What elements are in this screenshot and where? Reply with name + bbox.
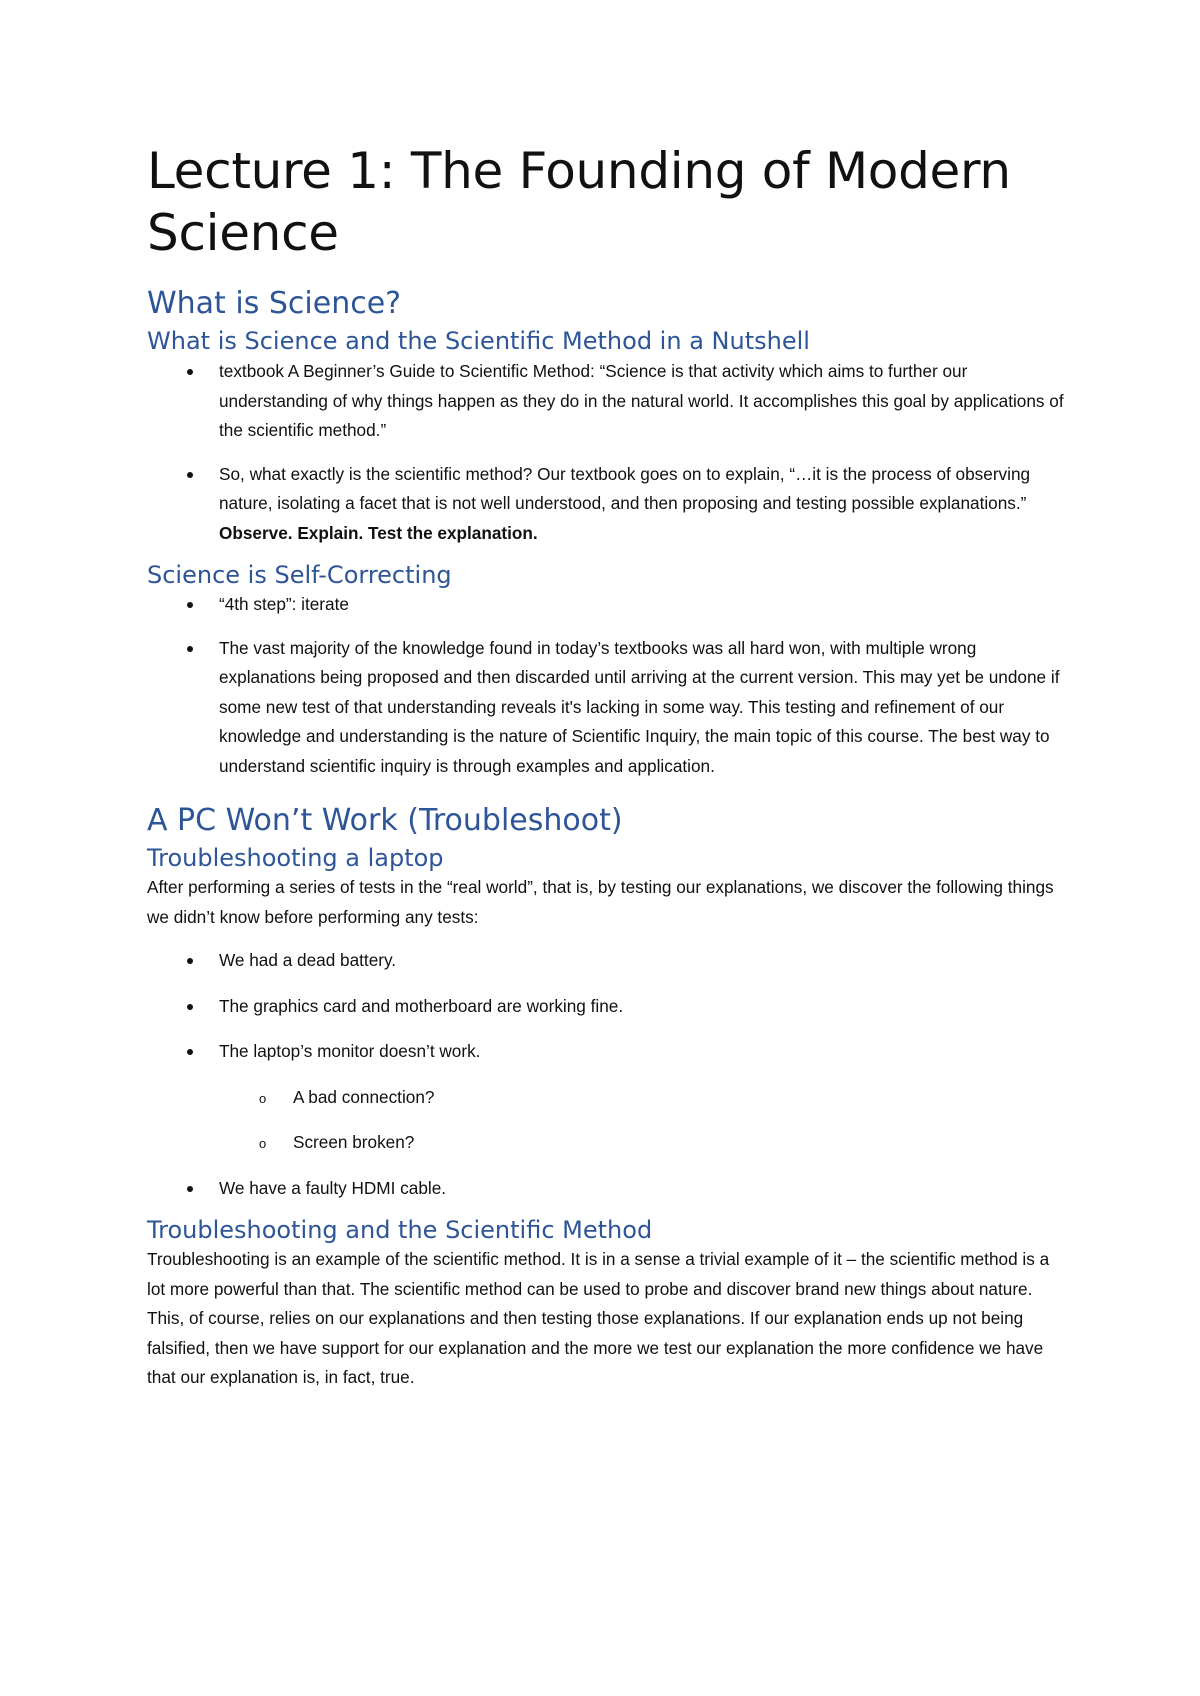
sub-list-item <box>147 1083 1067 1113</box>
troubleshooting-paragraph: Troubleshooting is an example of the scientific method. It is in a sense a trivial example of it – the scientific method is a lot more powerful than that. The scientific method can be used to probe and discover brand new things about nature. This, of course, relies on our explanations and then testing those explanations. If our explanation ends up not being falsified, then we have support for our explanation and the more we test our explanation the more confidence we have that our explanation is, in fact, true. <box>147 1249 1050 1387</box>
bullet-icon <box>187 602 193 608</box>
bullet-icon <box>187 369 193 375</box>
document-title: Lecture 1: The Founding of Modern Science <box>147 142 1011 262</box>
list-item-text: We have a faulty HDMI cable. <box>219 1177 447 1198</box>
list-item-text: A bad connection? <box>293 1086 435 1107</box>
bullet-icon <box>187 958 193 964</box>
sub-list-item <box>147 1128 1067 1158</box>
list-item-text: The graphics card and motherboard are working fine. <box>219 995 624 1016</box>
bullet-icon <box>187 472 193 478</box>
bullet-icon <box>187 646 193 652</box>
list-item-text: We had a dead battery. <box>219 950 397 970</box>
heading-troubleshooting-scientific-method: Troubleshooting and the Scientific Method <box>147 1216 653 1244</box>
list-item <box>147 1174 1067 1204</box>
list-item <box>147 590 1067 620</box>
list-item-text: The vast majority of the knowledge found in today’s textbooks was all hard won, with multiple wrong explanations being proposed and then discarded until arriving at the current version. This may yet be undone if some new test of that understanding reveals it's lacking in some way. This testing and refinement of our knowledge and understanding is the nature of Scientific Inquiry, the main topic of this course. The best way to understand scientific inquiry is through examples and application. <box>219 637 1060 776</box>
list-item <box>147 1037 1067 1067</box>
troubleshooting-findings-list <box>147 946 1067 1203</box>
heading-what-is-science: What is Science? <box>147 286 402 321</box>
nutshell-bullet-list <box>147 357 1067 548</box>
list-item-text: Screen broken? <box>293 1132 415 1152</box>
list-item <box>147 992 1067 1022</box>
bullet-icon <box>187 1186 193 1192</box>
list-item-text: “4th step”: iterate <box>219 594 349 614</box>
heading-troubleshooting-laptop: Troubleshooting a laptop <box>147 844 444 872</box>
heading-science-nutshell: What is Science and the Scientific Method in a Nutshell <box>147 327 810 355</box>
bullet-icon <box>187 1004 193 1010</box>
list-item-text: So, what exactly is the scientific method? Our textbook goes on to explain, “…it is the process of observing nature, isolating a facet that is not well understood, and then proposing and testing possible explanations.” <box>219 463 1031 513</box>
list-item-bold-text: Observe. Explain. Test the explanation. <box>219 522 538 543</box>
list-item <box>147 357 1067 446</box>
heading-pc-wont-work: A PC Won’t Work (Troubleshoot) <box>147 803 623 838</box>
circle-bullet-icon: o <box>259 1136 267 1151</box>
list-item <box>147 946 1067 976</box>
bullet-icon <box>187 1049 193 1055</box>
circle-bullet-icon: o <box>259 1090 267 1106</box>
list-item-text: textbook A Beginner’s Guide to Scientific Method: “Science is that activity which aims to further our understanding of why things happen as they do in the natural world. It accomplishes this goal by applications of the scientific method.” <box>219 361 1064 440</box>
document-page <box>147 140 1067 1393</box>
list-item <box>147 634 1067 782</box>
heading-self-correcting: Science is Self-Correcting <box>147 561 452 589</box>
list-item <box>147 460 1067 549</box>
self-correcting-bullet-list <box>147 590 1067 781</box>
troubleshooting-intro: After performing a series of tests in the “real world”, that is, by testing our explanations, we discover the following things we didn’t know before performing any tests: <box>147 877 1054 927</box>
list-item-text: The laptop’s monitor doesn’t work. <box>219 1041 481 1061</box>
